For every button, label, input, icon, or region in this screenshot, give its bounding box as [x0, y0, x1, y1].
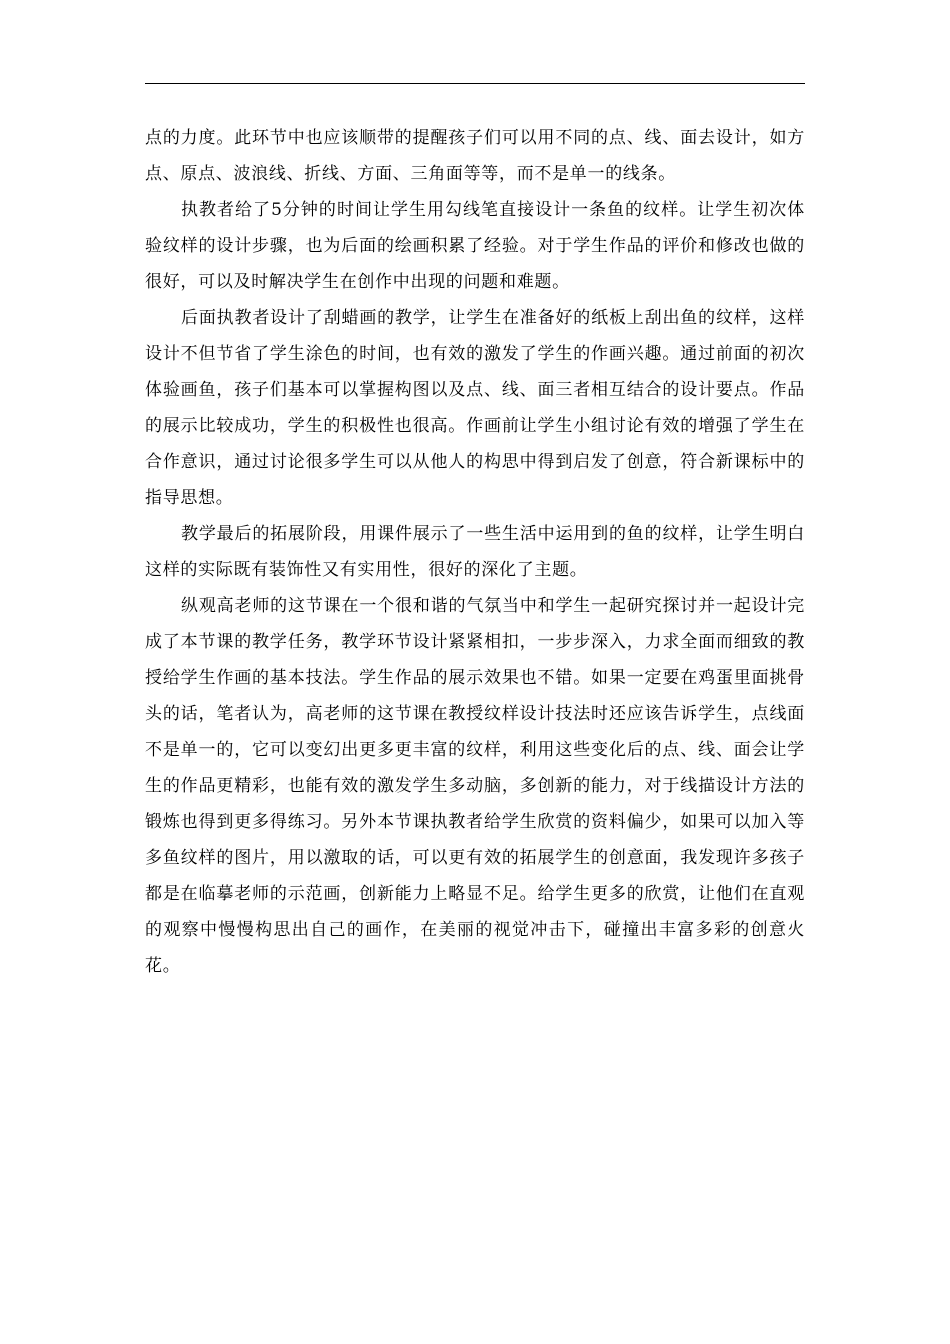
paragraph: 执教者给了5分钟的时间让学生用勾线笔直接设计一条鱼的纹样。让学生初次体验纹样的设计步骤，也为后面的绘画积累了经验。对于学生作品的评价和修改也做的很好，可以及时解决学生在创作中出现的问题和难题。 — [145, 200, 805, 292]
paragraph: 纵观高老师的这节课在一个很和谐的气氛当中和学生一起研究探讨并一起设计完成了本节课的教学任务，教学环节设计紧紧相扣，一步步深入，力求全面而细致的教授给学生作画的基本技法。学生作品的展示效果也不错。如果一定要在鸡蛋里面挑骨头的话，笔者认为，高老师的这节课在教授纹样设计技法时还应该告诉学生，点线面不是单一的，它可以变幻出更多更丰富的纹样，利用这些变化后的点、线、面会让学生的作品更精彩，也能有效的激发学生多动脑，多创新的能力，对于线描设计方法的锻炼也得到更多得练习。另外本节课执教者给学生欣赏的资料偏少，如果可以加入等多鱼纹样的图片，用以激取的话，可以更有效的拓展学生的创意面，我发现许多孩子都是在临摹老师的示范画，创新能力上略显不足。给学生更多的欣赏，让他们在直观的观察中慢慢构思出自己的画作，在美丽的视觉冲击下，碰撞出丰富多彩的创意火花。 — [145, 596, 805, 976]
header-rule — [145, 83, 805, 84]
document-body — [145, 120, 805, 984]
paragraph-continuation: 点的力度。此环节中也应该顺带的提醒孩子们可以用不同的点、线、面去设计，如方点、原点、波浪线、折线、方面、三角面等等，而不是单一的线条。 — [145, 128, 805, 184]
paragraph: 后面执教者设计了刮蜡画的教学，让学生在准备好的纸板上刮出鱼的纹样，这样设计不但节省了学生涂色的时间，也有效的激发了学生的作画兴趣。通过前面的初次体验画鱼，孩子们基本可以掌握构图以及点、线、面三者相互结合的设计要点。作品的展示比较成功，学生的积极性也很高。作画前让学生小组讨论有效的增强了学生在合作意识，通过讨论很多学生可以从他人的构思中得到启发了创意，符合新课标中的指导思想。 — [145, 308, 805, 508]
paragraph: 教学最后的拓展阶段，用课件展示了一些生活中运用到的鱼的纹样，让学生明白这样的实际既有装饰性又有实用性，很好的深化了主题。 — [145, 524, 805, 580]
